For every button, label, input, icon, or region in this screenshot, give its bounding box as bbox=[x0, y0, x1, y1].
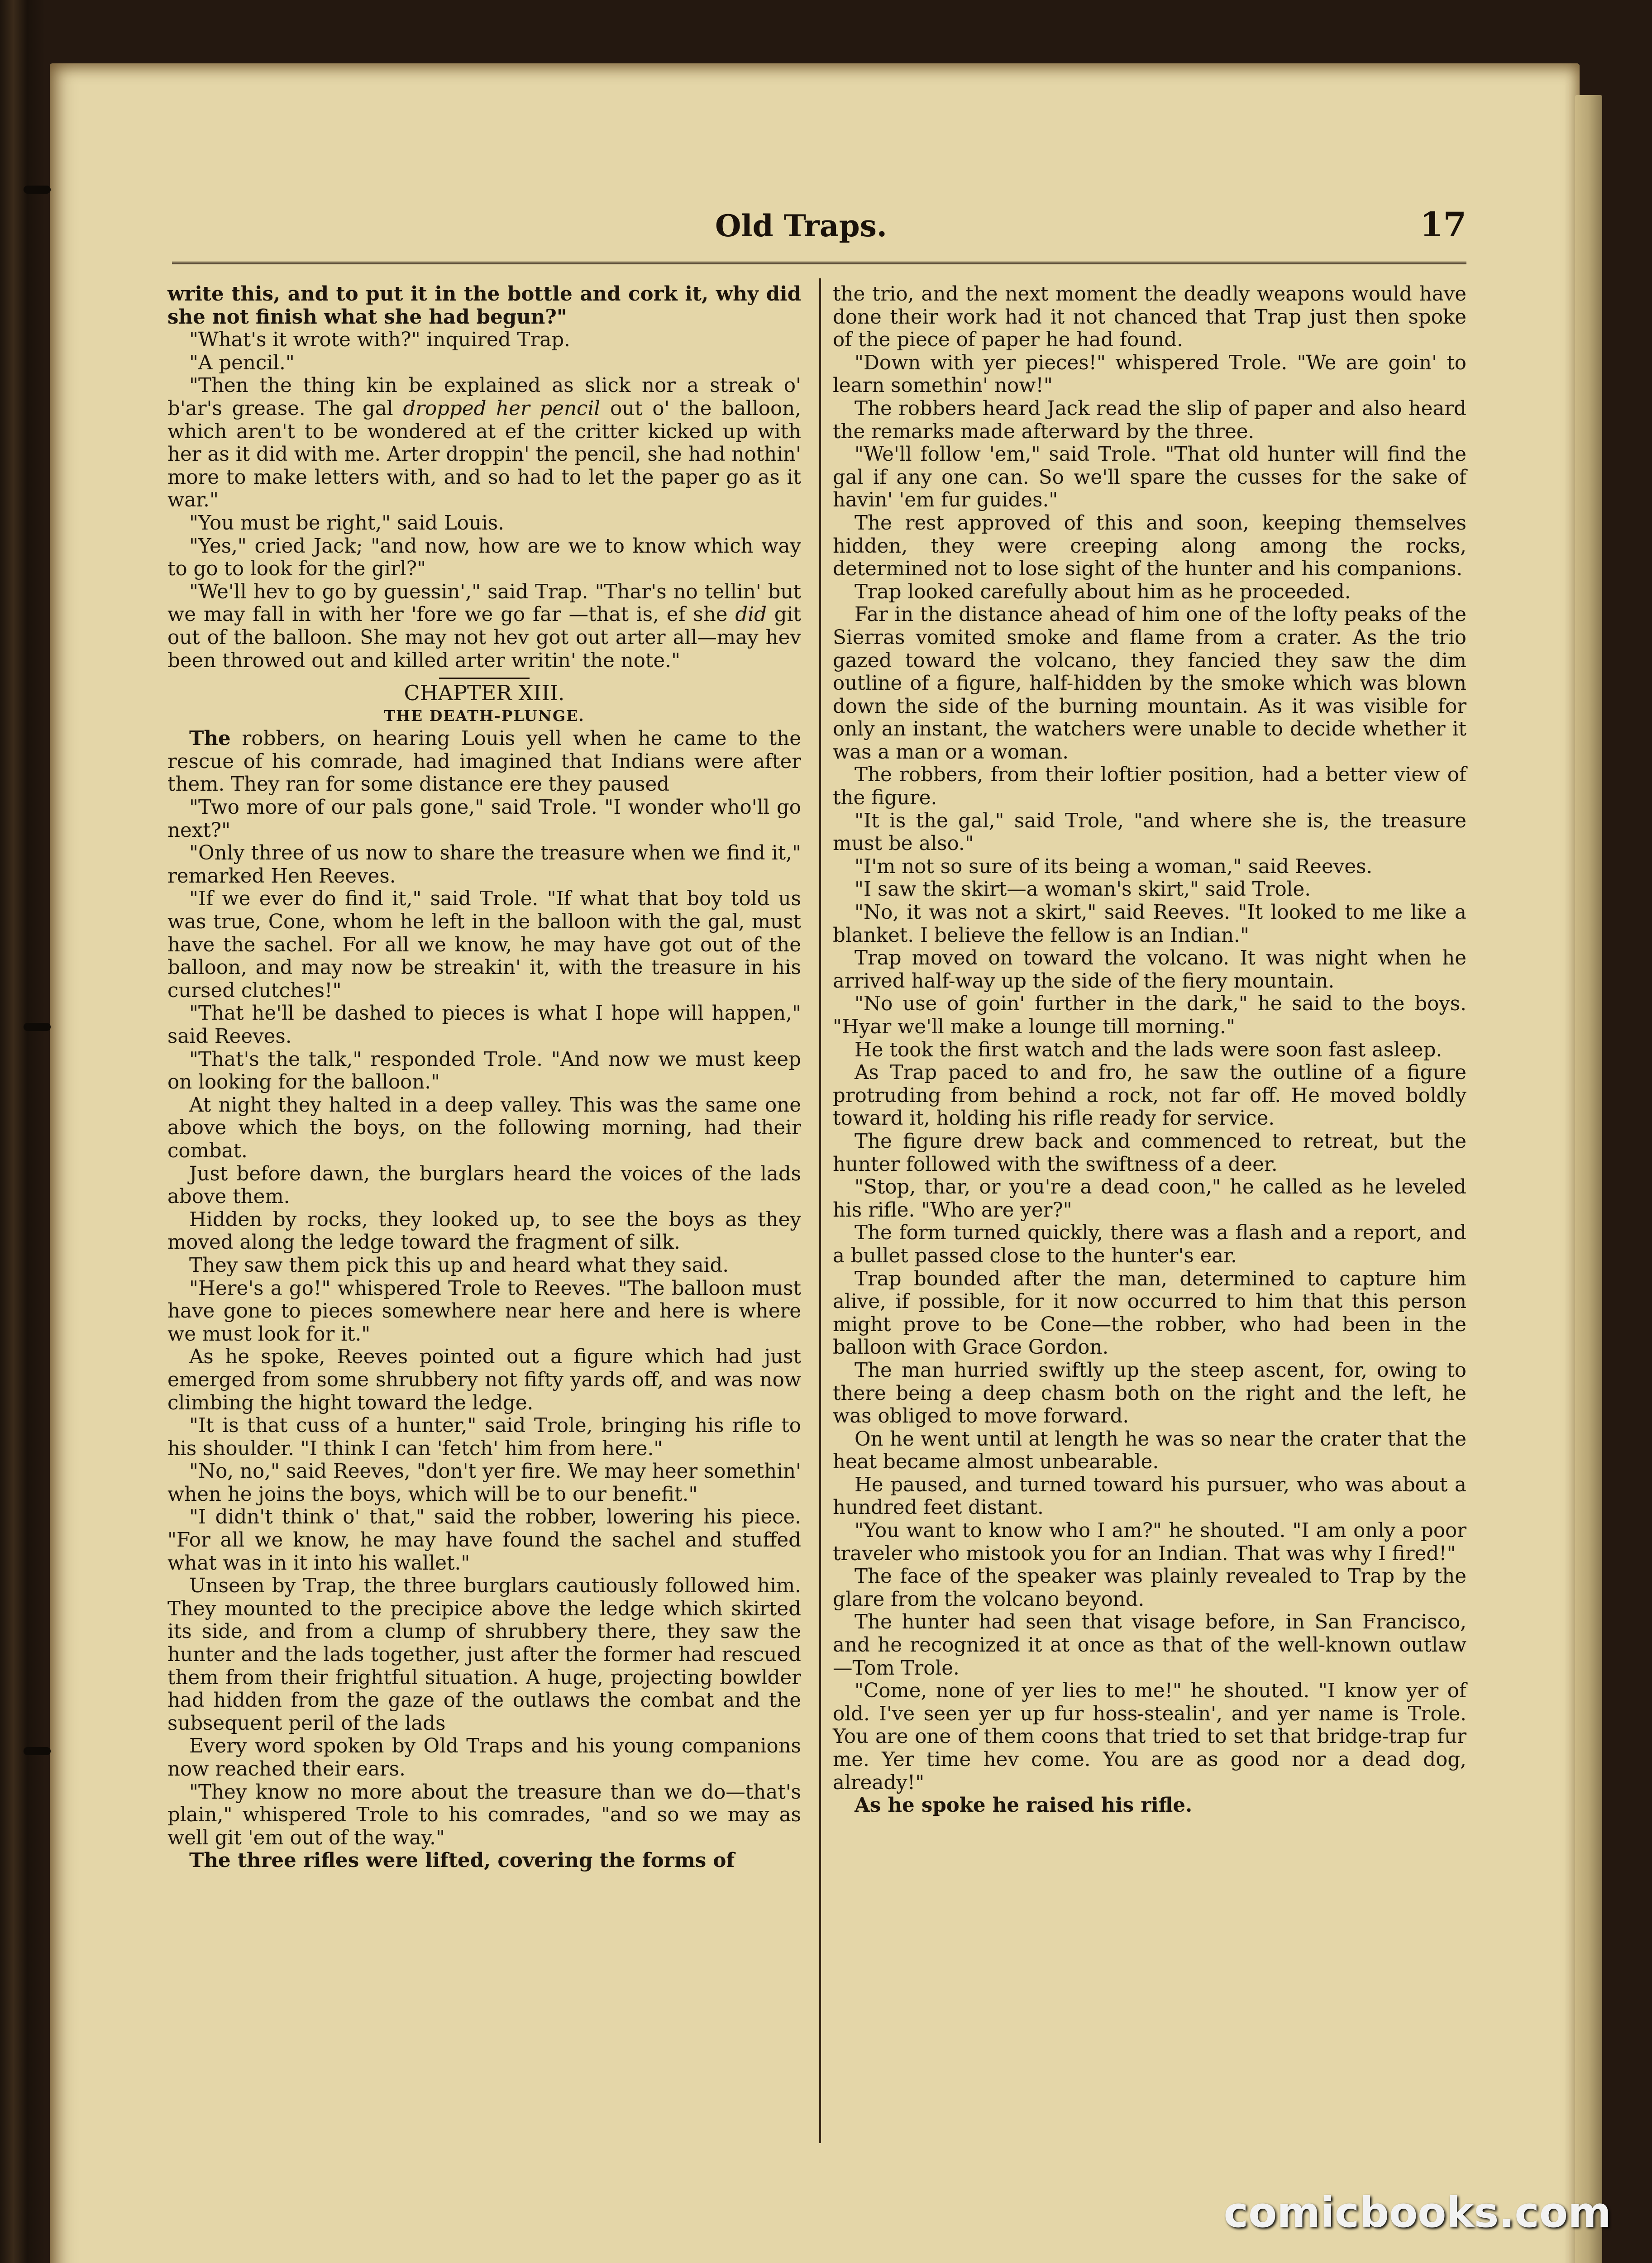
paragraph: "Yes," cried Jack; "and now, how are we to know which way to go to look for the girl?" bbox=[167, 535, 801, 581]
paragraph: "I'm not so sure of its being a woman," said Reeves. bbox=[855, 855, 1373, 878]
paragraph: They saw them pick this up and heard what they said. bbox=[189, 1254, 729, 1277]
paragraph: Trap looked carefully about him as he proceeded. bbox=[855, 580, 1351, 603]
paragraph: the trio, and the next moment the deadly weapons would have done their work had it not chanced that Trap just then spoke of the piece of paper he had found. bbox=[833, 283, 1466, 352]
paragraph: "Down with yer pieces!" whispered Trole. "We are goin' to learn somethin' now!" bbox=[833, 351, 1466, 397]
paragraph: "Here's a go!" whispered Trole to Reeves. "The balloon must have gone to pieces somewhere near here and here is where we must look for it." bbox=[167, 1277, 801, 1346]
section-rule bbox=[439, 678, 530, 679]
chapter-subtitle: THE DEATH-PLUNGE. bbox=[384, 707, 585, 725]
paragraph: The man hurried swiftly up the steep ascent, for, owing to there being a deep chasm both on the right and the left, he was obliged to move forward. bbox=[833, 1359, 1466, 1428]
paragraph: "No, it was not a skirt," said Reeves. "It looked to me like a blanket. I believe the fellow is an Indian." bbox=[833, 901, 1466, 947]
paragraph: Trap bounded after the man, determined to capture him alive, if possible, for it now occurred to him that this person might prove to be Cone—the robber, who had been in the balloon with Grace Gordon. bbox=[833, 1267, 1466, 1359]
page-number: 17 bbox=[1420, 205, 1466, 244]
paragraph: The robbers heard Jack read the slip of paper and also heard the remarks made afterward by the three. bbox=[833, 397, 1466, 443]
paragraph: The robbers, from their loftier position, had a better view of the figure. bbox=[833, 764, 1466, 810]
paragraph: "You must be right," said Louis. bbox=[189, 511, 504, 535]
italic-word: did bbox=[735, 603, 767, 626]
paragraph: "We'll follow 'em," said Trole. "That old hunter will find the gal if any one can. So we'll spare the cusses for the sake of havin' 'em fur guides." bbox=[833, 443, 1466, 512]
paragraph: The hunter had seen that visage before, in San Francisco, and he recognized it at once as that of the well-known outlaw—Tom Trole. bbox=[833, 1611, 1466, 1680]
chapter-heading: CHAPTER XIII. bbox=[404, 681, 565, 706]
paragraph: "Only three of us now to share the treasure when we find it," remarked Hen Reeves. bbox=[167, 842, 801, 888]
italic-phrase: dropped her pencil bbox=[403, 397, 601, 420]
paragraph: "Then the thing kin be explained as slick nor a streak o' b'ar's grease. The gal dropped her pencil out o' the balloon, which aren't to be wondered at ef the critter kicked up with her as it did with me. Arter droppin' the pencil, she had nothin' more to make letters with, and so had to let the paper go as it war." bbox=[167, 374, 801, 512]
paragraph: "That's the talk," responded Trole. "And now we must keep on looking for the balloon." bbox=[167, 1048, 801, 1094]
paragraph: "No, no," said Reeves, "don't yer fire. We may heer somethin' when he joins the boys, which will be to our benefit." bbox=[167, 1460, 801, 1506]
watermark: comicbooks.com bbox=[1223, 2188, 1611, 2237]
paragraph: Hidden by rocks, they looked up, to see the boys as they moved along the ledge toward the fragment of silk. bbox=[167, 1208, 801, 1254]
header-rule bbox=[172, 262, 1466, 264]
paragraph: "Stop, thar, or you're a dead coon," he called as he leveled his rifle. "Who are yer?" bbox=[833, 1176, 1466, 1222]
paragraph: "I saw the skirt—a woman's skirt," said Trole. bbox=[855, 878, 1311, 901]
paragraph: As Trap paced to and fro, he saw the outline of a figure protruding from behind a rock, not far off. He moved boldly toward it, holding his rifle ready for service. bbox=[833, 1061, 1466, 1130]
paragraph: "Come, none of yer lies to me!" he shouted. "I know yer of old. I've seen yer up fur hoss-stealin', and yer name is Trole. You are one of them coons that tried to set that bridge-trap fur me. Yer time hev come. You are as good nor a dead dog, already!" bbox=[833, 1680, 1466, 1794]
binding-stitch bbox=[24, 1747, 51, 1755]
paragraph: He paused, and turned toward his pursuer, who was about a hundred feet distant. bbox=[833, 1473, 1466, 1519]
paragraph: "If we ever do find it," said Trole. "If what that boy told us was true, Cone, whom he left in the balloon with the gal, must have the sachel. For all we know, he may have got out of the balloon, and may now be streakin' it, with the treasure in his cursed clutches!" bbox=[167, 888, 801, 1002]
left-column bbox=[167, 283, 801, 1872]
paragraph: The robbers, on hearing Louis yell when he came to the rescue of his comrade, had imagined that Indians were after them. They ran for some distance ere they paused bbox=[167, 727, 801, 796]
paragraph: "What's it wrote with?" inquired Trap. bbox=[189, 329, 570, 352]
paragraph: At night they halted in a deep valley. This was the same one above which the boys, on the following morning, had their combat. bbox=[167, 1093, 801, 1162]
paragraph: "We'll hev to go by guessin'," said Trap. "Thar's no tellin' but we may fall in with her 'fore we go far —that is, ef she did git out of the balloon. She may not hev got out arter all—may hev been throwed out and killed arter writin' the note." bbox=[167, 580, 801, 672]
paragraph: The rest approved of this and soon, keeping themselves hidden, they were creeping along among the rocks, determined not to lose sight of the hunter and his companions. bbox=[833, 511, 1466, 581]
paragraph: Unseen by Trap, the three burglars cautiously followed him. They mounted to the precipice above the ledge which skirted its side, and from a clump of shrubbery there, they saw the hunter and the lads together, just after the former had rescued them from their frightful situation. A huge, projecting bowlder had hidden from the gaze of the outlaws the combat and the subsequent peril of the lads bbox=[167, 1575, 801, 1735]
paragraph: Just before dawn, the burglars heard the voices of the lads above them. bbox=[167, 1162, 801, 1208]
paragraph: He took the first watch and the lads were soon fast asleep. bbox=[855, 1038, 1442, 1061]
paragraph: "A pencil." bbox=[189, 351, 295, 374]
paragraph: "No use of goin' further in the dark," he said to the boys. "Hyar we'll make a lounge till morning." bbox=[833, 993, 1466, 1038]
paragraph: On he went until at length he was so near the crater that the heat became almost unbearable. bbox=[833, 1428, 1466, 1474]
page-edge bbox=[1575, 95, 1602, 2263]
paragraph: "That he'll be dashed to pieces is what I hope will happen," said Reeves. bbox=[167, 1002, 801, 1048]
right-column bbox=[833, 283, 1466, 1817]
binding-stitch bbox=[24, 186, 51, 194]
column-divider bbox=[819, 278, 821, 2143]
paragraph: "They know no more about the treasure than we do—that's plain," whispered Trole to his comrades, "and so we may as well git 'em out of the way." bbox=[167, 1781, 801, 1849]
binding-stitch bbox=[24, 1023, 51, 1031]
paragraph: Every word spoken by Old Traps and his young companions now reached their ears. bbox=[167, 1735, 801, 1781]
paragraph: The three rifles were lifted, covering the forms of bbox=[189, 1849, 735, 1872]
running-header bbox=[172, 199, 1466, 258]
running-title: Old Traps. bbox=[715, 208, 887, 243]
paragraph: "It is the gal," said Trole, "and where she is, the treasure must be also." bbox=[833, 809, 1466, 855]
paragraph: The face of the speaker was plainly revealed to Trap by the glare from the volcano beyond. bbox=[833, 1565, 1466, 1611]
paragraph: Far in the distance ahead of him one of the lofty peaks of the Sierras vomited smoke and flame from a crater. As the trio gazed toward the volcano, they fancied they saw the dim outline of a figure, half-hidden by the smoke which was blown down the side of the burning mountain. As it was visible for only an instant, the watchers were unable to decide whether it was a man or a woman. bbox=[833, 603, 1466, 764]
paragraph: "Two more of our pals gone," said Trole. "I wonder who'll go next?" bbox=[167, 796, 801, 842]
paragraph: Trap moved on toward the volcano. It was night when he arrived half-way up the side of the fiery mountain. bbox=[833, 947, 1466, 993]
paragraph: The figure drew back and commenced to retreat, but the hunter followed with the swiftness of a deer. bbox=[833, 1130, 1466, 1176]
paragraph: As he spoke, Reeves pointed out a figure which had just emerged from some shrubbery not fifty yards off, and was now climbing the hight toward the ledge. bbox=[167, 1346, 801, 1414]
paragraph: "You want to know who I am?" he shouted. "I am only a poor traveler who mistook you for an Indian. That was why I fired!" bbox=[833, 1519, 1466, 1565]
paragraph: write this, and to put it in the bottle and cork it, why did she not finish what she had begun?" bbox=[167, 282, 801, 329]
paragraph: "It is that cuss of a hunter," said Trole, bringing his rifle to his shoulder. "I think I can 'fetch' him from here." bbox=[167, 1414, 801, 1460]
paragraph: "I didn't think o' that," said the robber, lowering his piece. "For all we know, he may have found the sachel and stuffed what was in it into his wallet." bbox=[167, 1506, 801, 1575]
paragraph: As he spoke he raised his rifle. bbox=[855, 1794, 1193, 1817]
paragraph: The form turned quickly, there was a flash and a report, and a bullet passed close to the hunter's ear. bbox=[833, 1222, 1466, 1267]
